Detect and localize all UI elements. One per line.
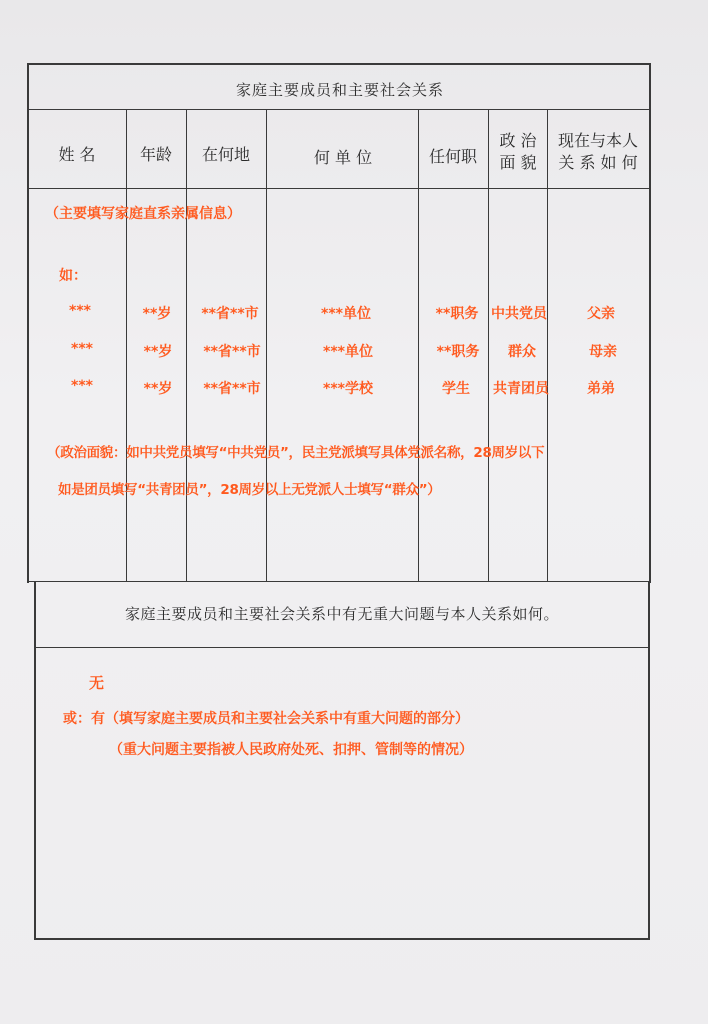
col-header-political-line2: 面 貌: [499, 153, 537, 172]
col-header-relation-line1: 现在与本人: [557, 131, 639, 150]
col-line-5: [488, 110, 489, 582]
section2-bottom: [34, 938, 650, 940]
row-name: ***: [69, 303, 91, 319]
row-position: 学生: [442, 381, 470, 397]
col-header-position: 任何职: [428, 147, 478, 166]
col-header-political-line1: 政 治: [499, 131, 537, 150]
row-political: 群众: [508, 344, 536, 360]
political-note-line1: （政治面貌：如中共党员填写“中共党员”，民主党派填写具体党派名称，28周岁以下: [47, 445, 545, 461]
row-unit: ***学校: [323, 381, 373, 397]
answer-none: 无: [89, 674, 105, 692]
row-name: ***: [71, 378, 93, 394]
row-location: **省**市: [203, 381, 261, 397]
row-location: **省**市: [203, 344, 261, 360]
border-top: [27, 63, 651, 65]
title-divider: [29, 109, 649, 110]
border-left: [27, 63, 29, 583]
row-age: **岁: [142, 306, 172, 322]
row-political: 中共党员: [491, 306, 547, 322]
political-note-line2: 如是团员填写“共青团员”，28周岁以上无党派人士填写“群众”）: [58, 482, 441, 498]
row-unit: ***单位: [323, 344, 373, 360]
col-line-2: [186, 110, 187, 582]
col-header-name: 姓 名: [58, 145, 96, 164]
col-header-location: 在何地: [201, 145, 251, 164]
note-heading: （主要填写家庭直系亲属信息）: [45, 206, 241, 222]
col-header-relation-line2: 关 系 如 何: [558, 153, 638, 172]
row-location: **省**市: [201, 306, 259, 322]
col-header-relation: [558, 130, 638, 174]
section2-title: 家庭主要成员和主要社会关系中有无重大问题与本人关系如何。: [124, 605, 560, 623]
col-header-unit: 何 单 位: [313, 148, 373, 167]
border-right: [649, 63, 651, 583]
col-header-age: 年龄: [139, 145, 173, 164]
example-label: 如：: [59, 268, 87, 284]
row-relation: 弟弟: [587, 381, 615, 397]
col-line-4: [418, 110, 419, 582]
col-header-political: [499, 130, 536, 174]
table1-bottom: [29, 581, 649, 582]
section2-left: [34, 582, 36, 940]
row-political: 共青团员: [493, 381, 549, 397]
answer-or: 或：有（填写家庭主要成员和主要社会关系中有重大问题的部分）: [63, 711, 469, 727]
section2-divider: [36, 647, 648, 648]
row-unit: ***单位: [321, 306, 371, 322]
row-name: ***: [71, 341, 93, 357]
col-line-1: [126, 110, 127, 582]
col-line-3: [266, 110, 267, 582]
row-age: **岁: [143, 381, 173, 397]
row-relation: 母亲: [589, 344, 617, 360]
col-line-6: [547, 110, 548, 582]
section2-right: [648, 582, 650, 938]
header-divider: [29, 188, 649, 189]
row-position: **职务: [436, 344, 480, 360]
row-position: **职务: [435, 306, 479, 322]
row-age: **岁: [143, 344, 173, 360]
row-relation: 父亲: [587, 306, 615, 322]
section1-title: 家庭主要成员和主要社会关系: [235, 81, 445, 99]
answer-note: （重大问题主要指被人民政府处死、扣押、管制等的情况）: [109, 742, 473, 758]
